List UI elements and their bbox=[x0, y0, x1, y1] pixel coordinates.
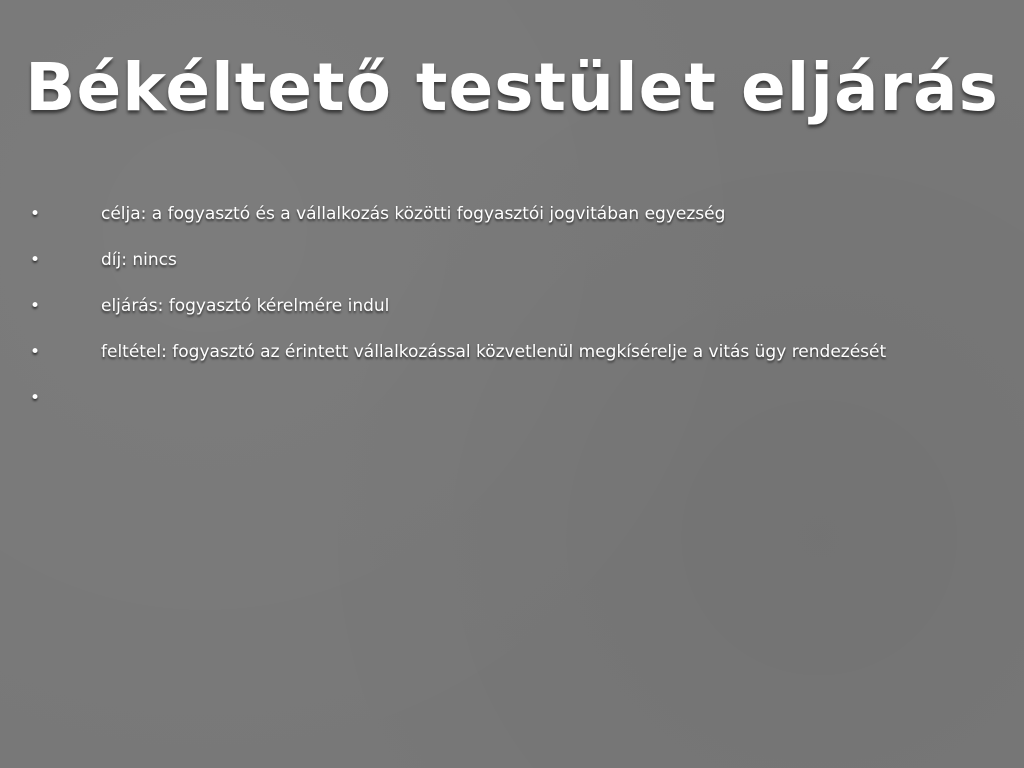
bullet-text: díj: nincs bbox=[101, 250, 177, 270]
bullet-icon: • bbox=[30, 250, 41, 270]
bullet-text: feltétel: fogyasztó az érintett vállalkozással közvetlenül megkísérelje a vitás ügy rendezését bbox=[101, 342, 887, 362]
bullet-icon: • bbox=[30, 296, 41, 316]
bullet-icon: • bbox=[30, 204, 41, 224]
slide-title: Békéltető testület eljárás bbox=[25, 49, 999, 126]
bullet-icon: • bbox=[30, 342, 41, 362]
bullet-icon: • bbox=[30, 388, 41, 408]
bullet-text: célja: a fogyasztó és a vállalkozás közötti fogyasztói jogvitában egyezség bbox=[101, 204, 726, 224]
bullet-text: eljárás: fogyasztó kérelmére indul bbox=[101, 296, 390, 316]
